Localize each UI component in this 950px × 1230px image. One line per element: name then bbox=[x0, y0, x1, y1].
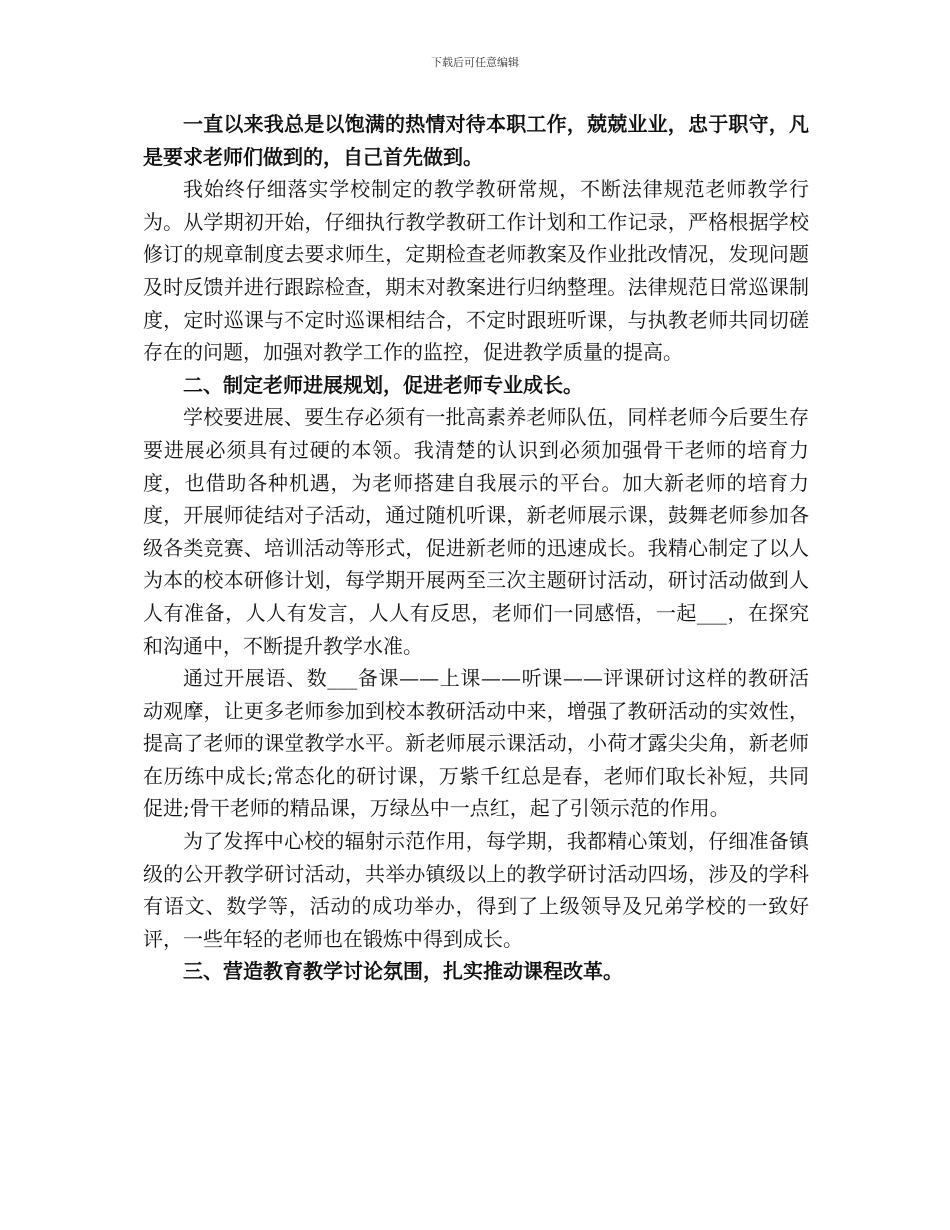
paragraph-lesson-activities: 通过开展语、数___备课——上课——听课——评课研讨这样的教研活动观摩，让更多老师参加到校本教研活动中来，增强了教研活动的实效性，提高了老师的课堂教学水平。新老师展示课活动，小荷才露尖尖角，新老师在历练中成长;常态化的研讨课，万紫千红总是春，老师们取长补短，共同促进;骨干老师的精品课，万绿丛中一点红，起了引领示范的作用。 bbox=[143, 666, 809, 821]
paragraph-teacher-development: 学校要进展、要生存必须有一批高素养老师队伍，同样老师今后要生存要进展必须具有过硬的本领。我清楚的认识到必须加强骨干老师的培育力度，也借助各种机遇，为老师搭建自我展示的平台。加大新老师的培育力度，开展师徒结对子活动，通过随机听课，新老师展示课，鼓舞老师参加各级各类竞赛、培训活动等形式，促进新老师的迅速成长。我精心制定了以人为本的校本研修计划，每学期开展两至三次主题研讨活动，研讨活动做到人人有准备，人人有发言，人人有反思，老师们一同感悟，一起___，在探究和沟通中，不断提升教学水准。 bbox=[143, 405, 809, 658]
paragraph-demonstration: 为了发挥中心校的辐射示范作用，每学期，我都精心策划，仔细准备镇级的公开教学研讨活动，共举办镇级以上的教学研讨活动四场，涉及的学科有语文、数学等，活动的成功举办，得到了上级领导及兄弟学校的一致好评，一些年轻的老师也在锻炼中得到成长。 bbox=[143, 829, 809, 951]
section-heading-2: 二、制定老师进展规划，促进老师专业成长。 bbox=[183, 372, 583, 397]
section-heading-3: 三、营造教育教学讨论氛围，扎实推动课程改革。 bbox=[183, 959, 623, 984]
document-body bbox=[143, 108, 809, 988]
paragraph-teaching-routine: 我始终仔细落实学校制定的教学教研常规，不断法律规范老师教学行为。从学期初开始，仔细执行教学教研工作计划和工作记录，严格根据学校修订的规章制度去要求师生，定期检查老师教案及作业批改情况，发现问题及时反馈并进行跟踪检查，期末对教案进行归纳整理。法律规范日常巡课制度，定时巡课与不定时巡课相结合，不定时跟班听课，与执教老师共同切磋存在的问题，加强对教学工作的监控，促进教学质量的提高。 bbox=[143, 177, 809, 365]
page-header: 下载后可任意编辑 bbox=[431, 56, 519, 69]
paragraph-intro: 一直以来我总是以饱满的热情对待本职工作，兢兢业业，忠于职守，凡是要求老师们做到的，自己首先做到。 bbox=[143, 112, 809, 169]
